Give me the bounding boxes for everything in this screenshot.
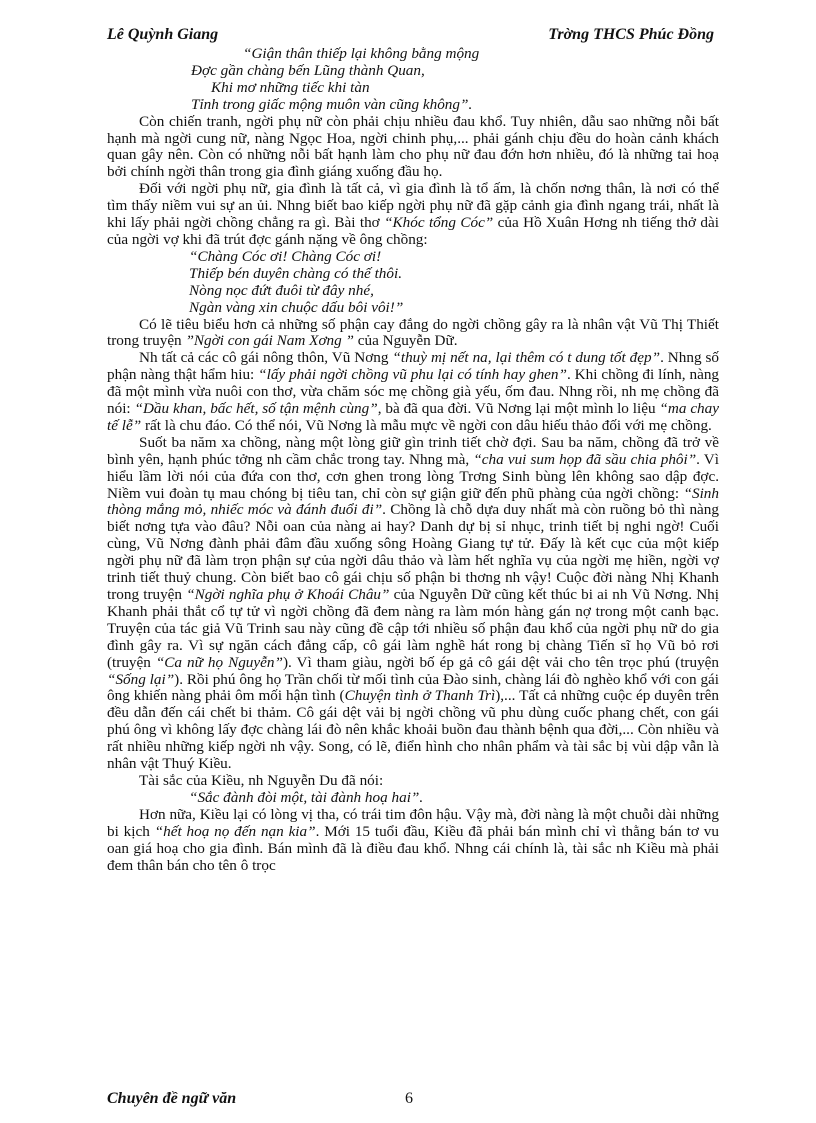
poem-cung-oan — [107, 46, 719, 114]
poem-line: Thiếp bén duyên chàng có thế thôi. — [189, 264, 402, 282]
poem-line: Tỉnh trong giấc mộng muôn vàn cũng không”. — [191, 95, 473, 113]
page-footer — [107, 1090, 714, 1112]
document-body — [107, 46, 719, 874]
header-author: Lê Quỳnh Giang — [107, 26, 219, 43]
poem-line: Ngàn vàng xin chuộc dấu bôi vôi!” — [189, 298, 404, 316]
poem-line: Đợc gần chàng bến Lũng thành Quan, — [191, 61, 425, 79]
paragraph: Có lẽ tiêu biểu hơn cả những số phận cay đắng do ngời chồng gây ra là nhân vật Vũ Thị Thiết trong truyện ”Ngời con gái Nam Xơng ” của Nguyễn Dữ. — [107, 315, 719, 350]
page-number: 6 — [405, 1090, 413, 1107]
paragraph: Suốt ba năm xa chồng, nàng một lòng giữ gìn trinh tiết chờ đợi. Sau ba năm, chồng đã trở về bình yên, hạnh phúc tởng nh cầm chắc trong tay. Nhng mà, “cha vui sum họp đã sầu chia phôi”. Vì hiểu lầm lời nói của đứa con thơ, cơn ghen trong lòng Trơng Sinh bùng lên không sao dập đợc. Niềm vui đoàn tụ mau chóng bị tiêu tan, chỉ còn sự giận giữ đến phũ phàng của ngời chồng: “Sinh thòng mắng mỏ, nhiếc móc và đánh đuổi đi”. Chồng là chỗ dựa duy nhất mà còn ruồng bỏ thì nàng biết nơng tựa vào đâu? Nỗi oan của nàng ai hay? Danh dự bị sỉ nhục, trinh tiết bị nghi ngờ! Cuối cùng, Vũ Nơng đành phải đâm đầu xuống sông Hoàng Giang tự tử. Đấy là kết cục của một kiếp ngời phụ nữ đã làm trọn phận sự của ngời dâu thảo và làm hết nghĩa vụ của ngời mẹ hiền, ngời vợ trinh tiết thuỷ chung. Còn biết bao cô gái chịu số phận bi thơng nh vậy! Cuộc đời nàng Nhị Khanh trong truyện “Ngời nghĩa phụ ở Khoái Châu” của Nguyễn Dữ cũng kết thúc bi ai nh Vũ Nơng. Nhị Khanh phải thắt cổ tự tử vì ngời chồng đã đem nàng ra làm món hàng gán nợ trong một canh bạc. Truyện của tác giả Vũ Trinh sau này cũng đề cập tới nhiều số phận đau khổ của ngời phụ nữ do gia đình gây ra. Vì sự ngăn cách đẳng cấp, cô gái làm nghề hát rong bị chàng Tiến sĩ họ Vũ bỏ rơi (truyện “Ca nữ họ Nguyễn”). Vì tham giàu, ngời bố ép gả cô gái dệt vải cho tên trọc phú (truyện “Sống lại”). Rồi phú ông họ Trần chối từ mối tình của Đào sinh, chàng lái đò nghèo khổ với con gái ông khiến nàng phải ôm mối hận tình (Chuyện tình ở Thanh Trì),... Tất cả những cuộc ép duyên trên đều dẫn đến cái chết bi thảm. Cô gái dệt vải bị ngời chồng vũ phu dùng cuốc phang chết, con gái phú ông vì không lấy đợc chàng lái đò nên khắc khoải buồn đau thành bệnh qua đời,... Còn nhiều và rất nhiều những kiếp ngời nh vậy. Song, có lẽ, điển hình cho nhân phẩm và tài sắc bị vùi dập vẫn là nhân vật Thuý Kiều. — [107, 433, 720, 773]
paragraph: Hơn nữa, Kiều lại có lòng vị tha, có trái tim đôn hậu. Vậy mà, đời nàng là một chuỗi dài những bi kịch “hết hoạ nọ đến nạn kia”. Mới 15 tuổi đầu, Kiều đã phải bán mình chỉ vì thằng bán tơ vu oan giá hoạ cho gia đình. Bán mình đã là điều đau khổ. Nhng cái chính là, tài sắc nh Kiều mà phải đem thân bán cho tên ô trọc — [107, 805, 719, 874]
paragraph: Còn chiến tranh, ngời phụ nữ còn phải chịu nhiều đau khổ. Tuy nhiên, dẫu sao những nỗi bất hạnh mà ngời cung nữ, nàng Ngọc Hoa, ngời chinh phụ,... phải gánh chịu đều do hoàn cảnh khách quan gây nên. Còn có những nỗi bất hạnh làm cho phụ nữ đau đớn hơn nhiều, đó là những tai hoạ bởi chính ngời thân trong gia đình giáng xuống đầu họ. — [107, 112, 719, 181]
paragraph: Tài sắc của Kiều, nh Nguyễn Du đã nói: — [139, 771, 384, 789]
paragraph: Nh tất cả các cô gái nông thôn, Vũ Nơng “thuỳ mị nết na, lại thêm có t dung tốt đẹp”. Nhng số phận nàng thật hẩm hiu: “lấy phải ngời chồng vũ phu lại có tính hay ghen”. Khi chồng đi lính, nàng đã một mình vừa nuôi con thơ, vừa chăm sóc mẹ chồng già yếu, ốm đau. Nhng rồi, nh mẹ chồng đã nói: “Dầu khan, bấc hết, số tận mệnh cùng”, bà đã qua đời. Vũ Nơng lại một mình lo liệu “ma chay tế lễ” rất là chu đáo. Có thể nói, Vũ Nơng là mẫu mực về ngời con dâu hiếu thảo đối với mẹ chồng. — [107, 349, 720, 434]
poem-line: Khi mơ những tiếc khi tàn — [211, 78, 370, 96]
poem-line: Nòng nọc đứt đuôi từ đây nhé, — [189, 281, 374, 299]
paragraph: Đối với ngời phụ nữ, gia đình là tất cả, vì gia đình là tổ ấm, là chốn nơng thân, là nơi có thể tìm thấy niềm vui sự an ủi. Nhng biết bao kiếp ngời phụ nữ đã gặp cảnh gia đình ngang trái, nhất là khi lấy phải ngời chồng chẳng ra gì. Bài thơ “Khóc tổng Cóc” của Hồ Xuân Hơng nh tiếng thở dài của ngời vợ khi đã trút đợc gánh nặng về ông chồng: — [107, 180, 719, 248]
header-school: Trờng THCS Phúc Đồng — [548, 26, 714, 43]
story-title: ”Ngời con gái Nam Xơng ” — [185, 332, 354, 350]
quote-kieu: “Sắc đành đòi một, tài đành hoạ hai”. — [189, 788, 424, 806]
poem-khoc-tong-coc — [107, 249, 719, 317]
poem-line: “Chàng Cóc ơi! Chàng Cóc ơi! — [189, 247, 382, 265]
poem-title: “Khóc tổng Cóc” — [384, 214, 494, 232]
footer-title: Chuyên đề ngữ văn — [107, 1090, 237, 1107]
poem-line: “Giận thân thiếp lại không bằng mộng — [243, 45, 480, 62]
